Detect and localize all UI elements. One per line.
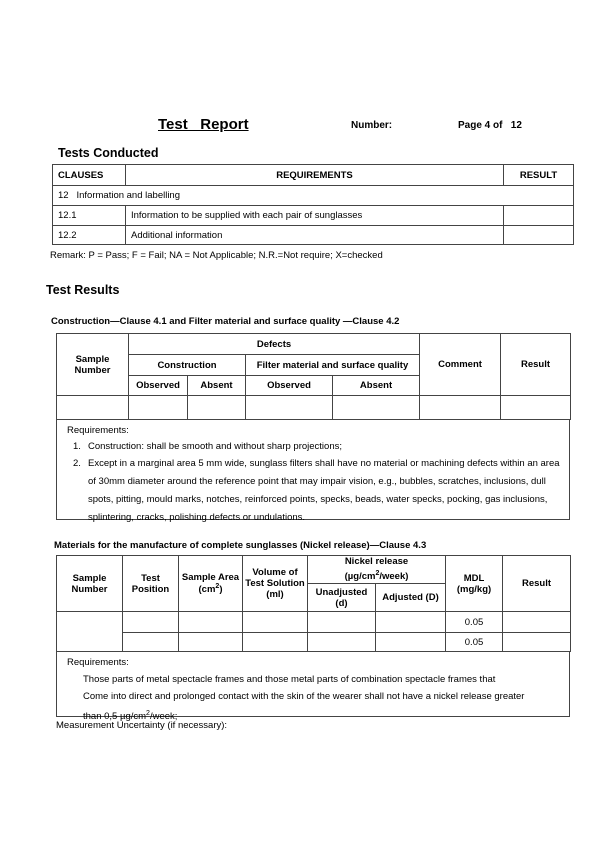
tests-conducted-table [52, 164, 574, 245]
test-position-header: Test Position [123, 556, 179, 612]
page-indicator: Page 4 of 12 [458, 120, 522, 131]
nickel-title: Materials for the manufacture of complete sunglasses (Nickel release)—Clause 4.3 [54, 540, 427, 551]
unadjusted-header: Unadjusted (d) [308, 584, 376, 612]
report-number-label: Number: [351, 120, 393, 131]
adjusted-header: Adjusted (D) [376, 584, 446, 612]
section-row: 12 Information and labelling [53, 186, 574, 206]
requirement-item: Except in a marginal area 5 mm wide, sunglass filters shall have no material or machining defects within an area of 30mm diameter around the reference point that may impair vision, e.g., bubbles, scratches, inclusions, dull spots, pitting, mould marks, notches, reinforced points, specks, beads, water specks, pocking, gas inclusions, splintering, cracks, polishing defects or undulations. [88, 458, 560, 523]
empty-cell[interactable] [333, 396, 420, 420]
table-row [57, 633, 571, 652]
table-row [53, 206, 574, 226]
table-row [57, 612, 571, 633]
comment-header: Comment [420, 334, 501, 396]
table-row [53, 226, 574, 245]
requirement-item: Construction: shall be smooth and without sharp projections; [88, 441, 342, 452]
result-cell[interactable] [504, 206, 574, 226]
empty-cell[interactable] [57, 396, 129, 420]
requirement-cell: Information to be supplied with each pair of sunglasses [126, 206, 504, 226]
empty-cell[interactable] [501, 396, 571, 420]
result-header: RESULT [504, 165, 574, 186]
construction-title: Construction—Clause 4.1 and Filter material and surface quality —Clause 4.2 [51, 316, 400, 327]
empty-cell[interactable] [246, 396, 333, 420]
nickel-table [56, 555, 571, 652]
result-cell[interactable] [503, 612, 571, 633]
empty-cell[interactable] [420, 396, 501, 420]
construction-table [56, 333, 571, 420]
empty-cell[interactable] [376, 612, 446, 633]
empty-cell[interactable] [243, 633, 308, 652]
defects-header: Defects [129, 334, 420, 355]
requirement-line: Those parts of metal spectacle frames and those metal parts of combination spectacle frames that [83, 674, 496, 685]
empty-cell[interactable] [188, 396, 246, 420]
volume-header: Volume of Test Solution (ml) [243, 556, 308, 612]
requirements-label: Requirements: [67, 657, 129, 668]
absent-header: Absent [188, 376, 246, 396]
construction-header: Construction [129, 355, 246, 376]
mdl-cell: 0.05 [446, 633, 503, 652]
empty-cell[interactable] [123, 633, 179, 652]
nickel-requirements [56, 651, 570, 723]
empty-cell[interactable] [308, 612, 376, 633]
requirements-header: REQUIREMENTS [126, 165, 504, 186]
result-header: Result [501, 334, 571, 396]
sample-area-header: Sample Area $(cm^2)$ [179, 556, 243, 612]
measurement-uncertainty: Measurement Uncertainty (if necessary): [56, 720, 228, 731]
remark-text: Remark: P = Pass; F = Fail; NA = Not Applicable; N.R.=Not require; X=checked [50, 250, 383, 261]
observed-header: Observed [129, 376, 188, 396]
empty-cell[interactable] [376, 633, 446, 652]
clause-cell: 12.2 [53, 226, 126, 245]
absent-header: Absent [333, 376, 420, 396]
nickel-release-header: Nickel release $(\mu g/cm^2/week)$ [308, 556, 446, 584]
table-row [57, 396, 571, 420]
requirement-line: Come into direct and prolonged contact with the skin of the wearer shall not have a nickel release greater [83, 691, 525, 702]
tests-conducted-title: Tests Conducted [58, 146, 159, 160]
empty-cell[interactable] [243, 612, 308, 633]
empty-cell[interactable] [179, 612, 243, 633]
result-cell[interactable] [504, 226, 574, 245]
empty-cell[interactable] [123, 612, 179, 633]
sample-number-header: Sample Number [57, 334, 129, 396]
construction-requirements: Requirements: 1. Construction: shall be smooth and without sharp projections; 2. Except in a marginal area 5 mm wide, sunglass filters shall have no material or machining defects within an area of 30mm diameter around the reference point that may impair vision, e.g., bubbles, scratches, inclusions, dull spots, pitting, mould marks, notches, reinforced points, specks, beads, water specks, pocking, gas inclusions, splintering, cracks, polishing defects or undulations. [56, 420, 570, 520]
test-results-title: Test Results [46, 283, 120, 297]
empty-cell[interactable] [179, 633, 243, 652]
requirement-line: than 0,5 $\mu g/cm^2$/week; [83, 710, 178, 723]
clauses-header: CLAUSES [53, 165, 126, 186]
filter-material-header: Filter material and surface quality [246, 355, 420, 376]
result-header: Result [503, 556, 571, 612]
mdl-header: MDL (mg/kg) [446, 556, 503, 612]
empty-cell[interactable] [308, 633, 376, 652]
report-title: Test Report [158, 116, 249, 133]
clause-cell: 12.1 [53, 206, 126, 226]
result-cell[interactable] [503, 633, 571, 652]
requirement-cell: Additional information [126, 226, 504, 245]
sample-number-header: Sample Number [57, 556, 123, 612]
requirements-label: Requirements: [67, 425, 129, 436]
empty-cell[interactable] [129, 396, 188, 420]
mdl-cell: 0.05 [446, 612, 503, 633]
observed-header: Observed [246, 376, 333, 396]
sample-number-cell[interactable] [57, 612, 123, 652]
